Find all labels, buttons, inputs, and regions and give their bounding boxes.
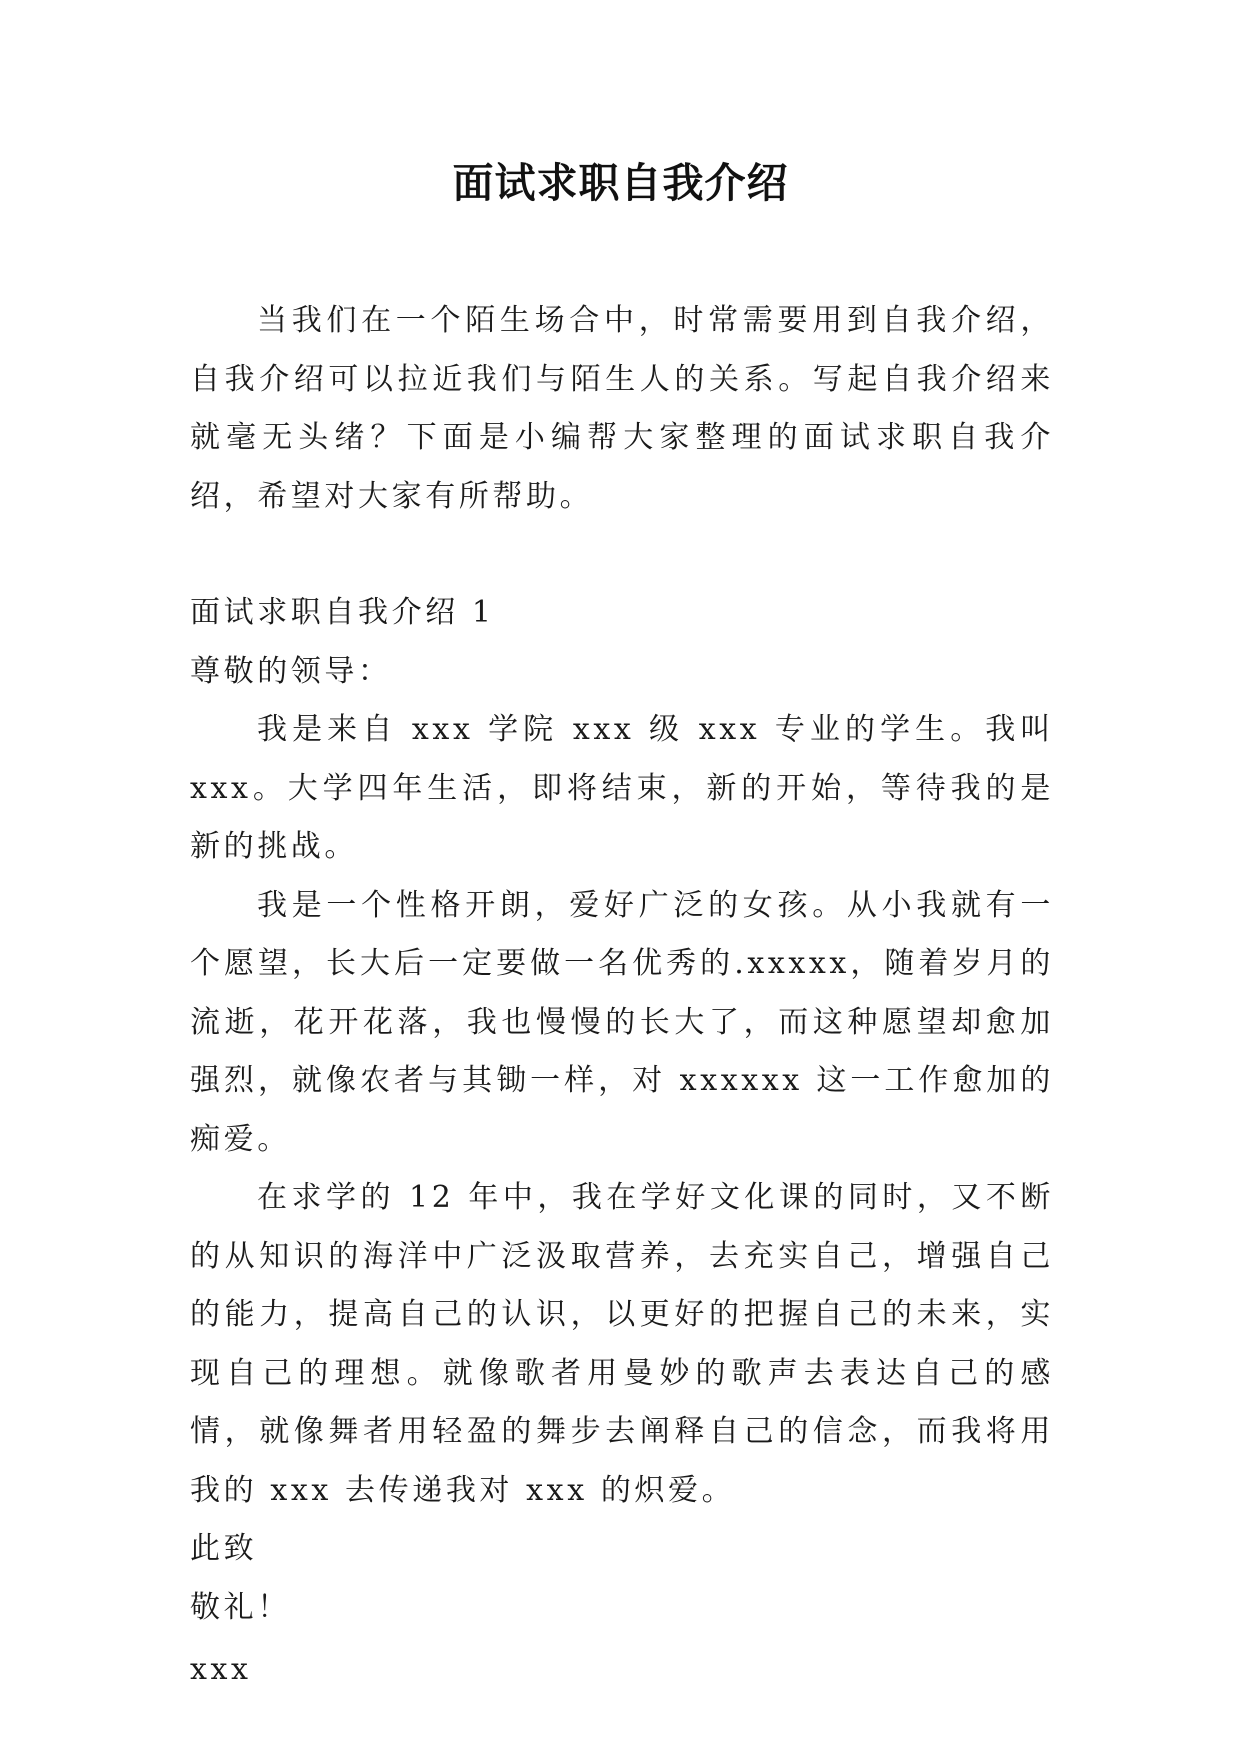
body-paragraph-3: 在求学的 12 年中，我在学好文化课的同时，又不断的从知识的海洋中广泛汲取营养，去充实自己，增强自己的能力，提高自己的认识，以更好的把握自己的未来，实现自己的理想。就像歌者用曼妙的歌声去表达自己的感情，就像舞者用轻盈的舞步去阐释自己的信念，而我将用我的 xxx 去传递我对 xxx 的炽爱。 <box>190 1180 1054 1508</box>
signature: xxx <box>190 1652 252 1687</box>
closing-line-1: 此致 <box>190 1531 258 1566</box>
document-body <box>190 292 1054 1700</box>
body-paragraph-1: 我是来自 xxx 学院 xxx 级 xxx 专业的学生。我叫 xxx。大学四年生活，即将结束，新的开始，等待我的是新的挑战。 <box>190 712 1054 864</box>
section-heading: 面试求职自我介绍 1 <box>190 595 495 630</box>
intro-paragraph: 当我们在一个陌生场合中，时常需要用到自我介绍，自我介绍可以拉近我们与陌生人的关系。写起自我介绍来就毫无头绪？下面是小编帮大家整理的面试求职自我介绍，希望对大家有所帮助。 <box>190 303 1054 514</box>
salutation: 尊敬的领导： <box>190 653 392 689</box>
body-paragraph-2: 我是一个性格开朗，爱好广泛的女孩。从小我就有一个愿望，长大后一定要做一名优秀的.xxxxx，随着岁月的流逝，花开花落，我也慢慢的长大了，而这种愿望却愈加强烈，就像农者与其锄一样，对 xxxxxx 这一工作愈加的痴爱。 <box>190 887 1054 1157</box>
closing-line-2: 敬礼！ <box>190 1589 291 1625</box>
document-title: 面试求职自我介绍 <box>452 159 789 207</box>
